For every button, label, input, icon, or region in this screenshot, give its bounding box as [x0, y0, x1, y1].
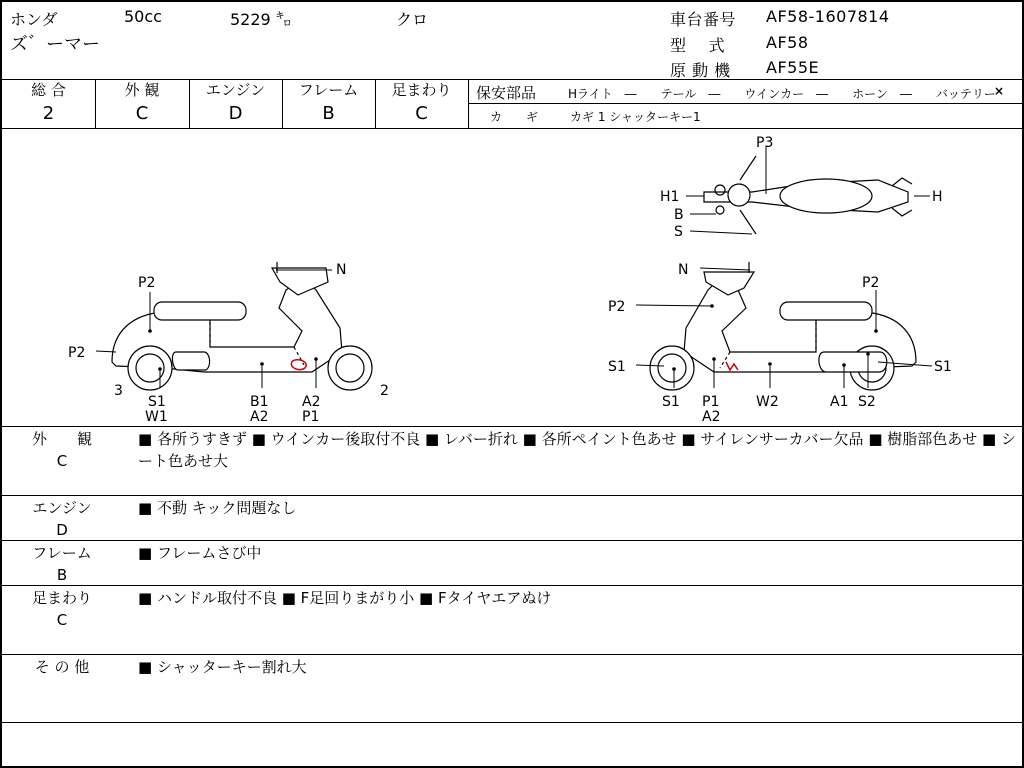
damage-diagram [4, 130, 1024, 426]
grade-frame [282, 80, 375, 128]
battery-missing-mark: × [994, 84, 1005, 98]
remark-category: 外 観 [31, 430, 92, 448]
type-label: 型 式 [670, 36, 726, 55]
key-label: カ ギ [490, 110, 539, 124]
remark-grade: D [56, 521, 68, 539]
grade-value: D [228, 103, 243, 124]
remark-text-frame: ■ フレームさび中 [138, 544, 262, 562]
divider [2, 540, 1022, 541]
label-3: 3 [114, 383, 123, 399]
grade-engine [189, 80, 282, 128]
label-a1: A1 [830, 394, 849, 410]
grade-label: フレーム [298, 81, 359, 99]
maker: ホンダ [10, 10, 58, 29]
label-s1: S1 [662, 394, 680, 410]
label-a2: A2 [702, 409, 721, 425]
model-name: ズ゛ーマー [10, 34, 100, 55]
grade-label: 総 合 [31, 81, 66, 99]
remark-grade: C [56, 452, 68, 470]
remark-label-frame [2, 542, 122, 586]
grade-overall [2, 80, 95, 128]
remark-category: エンジン [32, 499, 92, 517]
label-b1: B1 [250, 394, 269, 410]
remark-label-suspension [2, 587, 122, 631]
label-s1: S1 [148, 394, 166, 410]
remark-category: 足まわり [31, 589, 92, 607]
grade-value: C [415, 103, 428, 124]
label-2: 2 [380, 383, 389, 399]
scooter-top-view [704, 156, 912, 234]
label-s1: S1 [934, 359, 952, 375]
divider [2, 128, 1022, 129]
remark-category: そ の 他 [34, 658, 90, 676]
type-value: AF58 [766, 33, 809, 52]
label-p1: P1 [702, 394, 720, 410]
label-n: N [678, 262, 689, 278]
label-h: H [932, 189, 943, 205]
divider [2, 495, 1022, 496]
grade-suspension [375, 80, 468, 128]
key-value: カギ 1 シャッターキー1 [570, 110, 701, 124]
remark-text-engine: ■ 不動 キック問題なし [138, 499, 297, 517]
chassis-label: 車台番号 [670, 10, 737, 29]
divider [2, 654, 1022, 655]
label-h1: H1 [660, 189, 680, 205]
divider [468, 79, 469, 128]
label-s2: S2 [858, 394, 876, 410]
label-w1: W1 [145, 409, 168, 425]
remark-grade: C [56, 611, 68, 629]
remark-text-other: ■ シャッターキー割れ大 [138, 658, 307, 676]
grade-value: 2 [42, 103, 55, 124]
remark-category: フレーム [32, 544, 92, 562]
remark-text-exterior: ■ 各所うすきず ■ ウインカー後取付不良 ■ レバー折れ ■ 各所ペイント色あせ ■ サイレンサーカバー欠品 ■ 樹脂部色あせ ■ シート色あせ大 [138, 430, 1016, 470]
grade-value: B [322, 103, 335, 124]
label-p2: P2 [68, 345, 86, 361]
remark-grade: B [56, 566, 68, 584]
grade-label: 外 観 [124, 81, 160, 99]
grade-label: 足まわり [391, 81, 452, 99]
label-p2: P2 [138, 275, 156, 291]
divider [2, 426, 1022, 427]
engine-label: 原 動 機 [670, 61, 731, 80]
remark-text-suspension: ■ ハンドル取付不良 ■ F足回りまがり小 ■ Fタイヤエアぬけ [138, 589, 552, 607]
displacement: 50cc [124, 7, 162, 26]
remark-label-exterior [2, 428, 122, 472]
remark-label-other [2, 656, 122, 678]
grade-value: C [135, 103, 149, 124]
divider [2, 585, 1022, 586]
label-a2: A2 [250, 409, 269, 425]
remark-label-engine [2, 497, 122, 541]
label-p2: P2 [608, 299, 626, 315]
label-w2: W2 [756, 394, 779, 410]
label-p3: P3 [756, 135, 774, 151]
engine-value: AF55E [766, 58, 820, 77]
grade-label: エンジン [205, 81, 266, 99]
grade-exterior [95, 80, 189, 128]
label-s: S [674, 224, 683, 240]
label-s1: S1 [608, 359, 626, 375]
safety-title: 保安部品 [476, 84, 537, 102]
label-p2: P2 [862, 275, 880, 291]
mileage: 5229 ㌔ [230, 10, 292, 29]
chassis-value: AF58-1607814 [766, 7, 890, 26]
label-p1: P1 [302, 409, 320, 425]
divider [468, 103, 1022, 104]
label-b: B [674, 207, 684, 223]
color: クロ [396, 10, 429, 29]
safety-items: Hライト ― テール ― ウインカー ― ホーン ― バッテリー [568, 87, 996, 101]
label-n: N [336, 262, 347, 278]
divider [2, 722, 1022, 723]
label-a2: A2 [302, 394, 321, 410]
